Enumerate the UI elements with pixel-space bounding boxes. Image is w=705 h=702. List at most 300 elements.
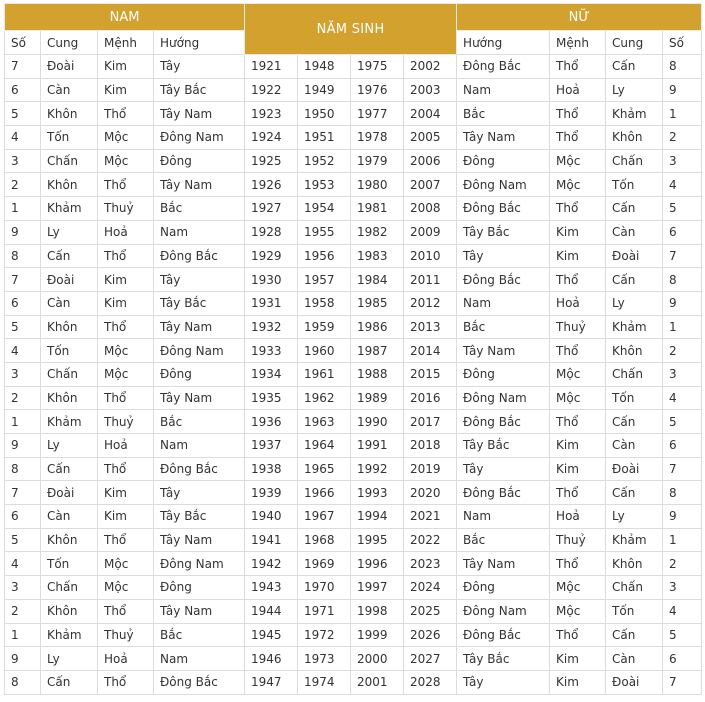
cell-female-menh: Mộc: [550, 149, 606, 173]
table-row: [5, 362, 702, 386]
cell-birth-year-3: 1997: [351, 576, 404, 600]
cell-birth-year-2: 1951: [298, 126, 351, 150]
cell-female-menh: Thuỷ: [550, 528, 606, 552]
cell-female-menh: Kim: [550, 220, 606, 244]
table-row: [5, 220, 702, 244]
cell-male-menh: Thổ: [98, 173, 154, 197]
cell-male-huong: Đông Nam: [154, 339, 245, 363]
cell-birth-year-1: 1925: [245, 149, 298, 173]
cell-birth-year-2: 1967: [298, 505, 351, 529]
cell-female-cung: Ly: [606, 505, 663, 529]
cell-birth-year-4: 2009: [404, 220, 457, 244]
cell-male-huong: Nam: [154, 220, 245, 244]
cell-male-huong: Đông: [154, 362, 245, 386]
cell-female-so: 4: [663, 173, 702, 197]
cell-male-so: 5: [5, 315, 41, 339]
table-row: [5, 481, 702, 505]
cell-female-huong: Tây Bắc: [457, 434, 550, 458]
cell-male-cung: Cấn: [41, 457, 98, 481]
cell-male-menh: Mộc: [98, 576, 154, 600]
cell-male-huong: Bắc: [154, 623, 245, 647]
cell-female-menh: Thổ: [550, 410, 606, 434]
cell-male-so: 6: [5, 78, 41, 102]
cell-female-huong: Tây Bắc: [457, 647, 550, 671]
cell-birth-year-3: 1982: [351, 220, 404, 244]
table-row: [5, 149, 702, 173]
cell-female-huong: Đông Nam: [457, 173, 550, 197]
col-header-huong-female: Hướng: [457, 31, 550, 55]
cell-birth-year-2: 1960: [298, 339, 351, 363]
cell-female-menh: Thổ: [550, 55, 606, 79]
table-row: [5, 126, 702, 150]
cell-male-so: 1: [5, 410, 41, 434]
cell-female-menh: Hoả: [550, 291, 606, 315]
cell-female-menh: Kim: [550, 244, 606, 268]
cell-female-cung: Cấn: [606, 197, 663, 221]
cell-female-so: 1: [663, 102, 702, 126]
cell-female-huong: Tây Nam: [457, 339, 550, 363]
cell-male-menh: Kim: [98, 268, 154, 292]
cell-birth-year-1: 1923: [245, 102, 298, 126]
cell-female-menh: Thổ: [550, 552, 606, 576]
cell-female-so: 1: [663, 528, 702, 552]
cell-male-menh: Thuỷ: [98, 410, 154, 434]
cell-female-cung: Cấn: [606, 268, 663, 292]
cell-birth-year-2: 1965: [298, 457, 351, 481]
cell-birth-year-2: 1952: [298, 149, 351, 173]
cell-male-menh: Thổ: [98, 599, 154, 623]
cell-female-menh: Thổ: [550, 126, 606, 150]
cell-birth-year-3: 1989: [351, 386, 404, 410]
cell-female-cung: Chấn: [606, 576, 663, 600]
cell-birth-year-3: 1984: [351, 268, 404, 292]
table-row: [5, 268, 702, 292]
cell-birth-year-2: 1954: [298, 197, 351, 221]
cell-male-menh: Kim: [98, 55, 154, 79]
cell-male-cung: Khảm: [41, 623, 98, 647]
table-row: [5, 505, 702, 529]
cell-birth-year-2: 1962: [298, 386, 351, 410]
cell-birth-year-2: 1958: [298, 291, 351, 315]
cell-male-so: 1: [5, 197, 41, 221]
cell-birth-year-2: 1964: [298, 434, 351, 458]
cell-male-huong: Đông Nam: [154, 552, 245, 576]
cell-birth-year-3: 1995: [351, 528, 404, 552]
cell-female-so: 9: [663, 291, 702, 315]
cell-female-menh: Mộc: [550, 362, 606, 386]
cell-birth-year-1: 1936: [245, 410, 298, 434]
cell-birth-year-2: 1974: [298, 670, 351, 694]
cell-birth-year-1: 1928: [245, 220, 298, 244]
cell-male-cung: Tốn: [41, 126, 98, 150]
group-header-nu: NỮ: [457, 4, 702, 31]
cell-female-so: 7: [663, 457, 702, 481]
cell-birth-year-2: 1953: [298, 173, 351, 197]
cell-female-so: 9: [663, 78, 702, 102]
cell-birth-year-1: 1935: [245, 386, 298, 410]
cell-female-menh: Hoả: [550, 505, 606, 529]
cell-birth-year-3: 1987: [351, 339, 404, 363]
cell-female-so: 2: [663, 552, 702, 576]
cell-birth-year-1: 1947: [245, 670, 298, 694]
cell-male-cung: Khảm: [41, 410, 98, 434]
table-row: [5, 386, 702, 410]
col-header-cung-female: Cung: [606, 31, 663, 55]
col-header-huong-male: Hướng: [154, 31, 245, 55]
table-row: [5, 244, 702, 268]
cell-male-cung: Ly: [41, 647, 98, 671]
cell-male-cung: Đoài: [41, 481, 98, 505]
cell-male-cung: Càn: [41, 291, 98, 315]
cell-birth-year-3: 1981: [351, 197, 404, 221]
cell-female-menh: Thổ: [550, 339, 606, 363]
cell-birth-year-3: 1980: [351, 173, 404, 197]
cell-female-cung: Khôn: [606, 552, 663, 576]
cell-birth-year-3: 1976: [351, 78, 404, 102]
cell-birth-year-3: 1979: [351, 149, 404, 173]
cell-female-cung: Ly: [606, 78, 663, 102]
cell-male-menh: Thổ: [98, 315, 154, 339]
cell-female-so: 6: [663, 647, 702, 671]
cell-female-cung: Tốn: [606, 386, 663, 410]
table-row: [5, 173, 702, 197]
cell-female-cung: Cấn: [606, 55, 663, 79]
cell-birth-year-4: 2004: [404, 102, 457, 126]
cell-female-so: 7: [663, 244, 702, 268]
cell-birth-year-3: 1988: [351, 362, 404, 386]
cell-birth-year-1: 1945: [245, 623, 298, 647]
cell-birth-year-4: 2021: [404, 505, 457, 529]
cell-male-so: 4: [5, 126, 41, 150]
cell-birth-year-3: 1985: [351, 291, 404, 315]
cell-birth-year-3: 1975: [351, 55, 404, 79]
cell-birth-year-2: 1961: [298, 362, 351, 386]
cell-female-cung: Càn: [606, 434, 663, 458]
cell-female-cung: Cấn: [606, 410, 663, 434]
cell-female-cung: Chấn: [606, 362, 663, 386]
cell-female-so: 8: [663, 268, 702, 292]
cell-female-huong: Đông Bắc: [457, 481, 550, 505]
cell-female-cung: Đoài: [606, 457, 663, 481]
cell-birth-year-1: 1933: [245, 339, 298, 363]
cell-female-huong: Đông Bắc: [457, 55, 550, 79]
cell-birth-year-2: 1966: [298, 481, 351, 505]
cell-male-menh: Thổ: [98, 386, 154, 410]
cell-male-huong: Đông Nam: [154, 126, 245, 150]
cell-birth-year-1: 1942: [245, 552, 298, 576]
cell-birth-year-4: 2003: [404, 78, 457, 102]
cell-male-so: 2: [5, 599, 41, 623]
cell-male-cung: Chấn: [41, 362, 98, 386]
cell-female-huong: Đông Nam: [457, 386, 550, 410]
cell-female-huong: Đông: [457, 149, 550, 173]
cell-female-huong: Nam: [457, 291, 550, 315]
cell-birth-year-3: 1993: [351, 481, 404, 505]
cell-male-cung: Khôn: [41, 173, 98, 197]
cell-birth-year-4: 2012: [404, 291, 457, 315]
cell-male-cung: Khôn: [41, 386, 98, 410]
cell-male-cung: Ly: [41, 434, 98, 458]
cell-birth-year-4: 2015: [404, 362, 457, 386]
cell-birth-year-4: 2020: [404, 481, 457, 505]
cell-birth-year-3: 1998: [351, 599, 404, 623]
cell-female-menh: Kim: [550, 670, 606, 694]
table-row: [5, 670, 702, 694]
group-header-nam-sinh: NĂM SINH: [245, 4, 457, 55]
cell-female-so: 2: [663, 339, 702, 363]
cell-birth-year-3: 1977: [351, 102, 404, 126]
cell-female-cung: Cấn: [606, 623, 663, 647]
cell-female-so: 4: [663, 386, 702, 410]
cell-birth-year-4: 2010: [404, 244, 457, 268]
cell-birth-year-1: 1922: [245, 78, 298, 102]
cell-male-so: 7: [5, 268, 41, 292]
cell-male-so: 9: [5, 647, 41, 671]
cell-female-huong: Đông: [457, 576, 550, 600]
cell-male-cung: Đoài: [41, 268, 98, 292]
cell-birth-year-3: 1990: [351, 410, 404, 434]
table-row: [5, 457, 702, 481]
cell-male-menh: Thuỷ: [98, 623, 154, 647]
cell-male-so: 8: [5, 457, 41, 481]
cell-female-huong: Tây: [457, 670, 550, 694]
cell-male-cung: Khôn: [41, 102, 98, 126]
cell-female-cung: Ly: [606, 291, 663, 315]
cell-male-cung: Tốn: [41, 339, 98, 363]
cell-female-cung: Tốn: [606, 599, 663, 623]
cell-male-so: 9: [5, 434, 41, 458]
cell-male-menh: Mộc: [98, 362, 154, 386]
table-header: [5, 4, 702, 55]
cell-birth-year-4: 2026: [404, 623, 457, 647]
cell-female-so: 4: [663, 599, 702, 623]
cell-male-so: 1: [5, 623, 41, 647]
cell-female-menh: Thuỷ: [550, 315, 606, 339]
cell-male-menh: Kim: [98, 291, 154, 315]
col-header-so-female: Số: [663, 31, 702, 55]
cell-male-menh: Mộc: [98, 126, 154, 150]
cell-female-huong: Nam: [457, 78, 550, 102]
cell-male-cung: Khôn: [41, 528, 98, 552]
table-row: [5, 599, 702, 623]
cell-female-huong: Tây: [457, 457, 550, 481]
cell-birth-year-3: 1986: [351, 315, 404, 339]
table-row: [5, 552, 702, 576]
cell-female-menh: Thổ: [550, 481, 606, 505]
cell-male-menh: Hoả: [98, 647, 154, 671]
cell-birth-year-2: 1948: [298, 55, 351, 79]
cell-male-huong: Tây Bắc: [154, 291, 245, 315]
cell-male-huong: Bắc: [154, 197, 245, 221]
cell-birth-year-4: 2019: [404, 457, 457, 481]
cell-female-menh: Hoả: [550, 78, 606, 102]
cell-birth-year-1: 1946: [245, 647, 298, 671]
cell-male-huong: Nam: [154, 434, 245, 458]
cell-female-menh: Mộc: [550, 576, 606, 600]
cell-birth-year-3: 2000: [351, 647, 404, 671]
cell-female-huong: Đông Bắc: [457, 268, 550, 292]
cell-female-cung: Càn: [606, 647, 663, 671]
cell-male-huong: Tây Nam: [154, 102, 245, 126]
cell-birth-year-4: 2024: [404, 576, 457, 600]
cell-female-huong: Bắc: [457, 102, 550, 126]
cell-birth-year-4: 2025: [404, 599, 457, 623]
cell-male-menh: Thổ: [98, 102, 154, 126]
table-row: [5, 78, 702, 102]
cell-male-so: 4: [5, 339, 41, 363]
cell-male-so: 2: [5, 173, 41, 197]
cell-female-so: 6: [663, 220, 702, 244]
cell-male-so: 3: [5, 576, 41, 600]
cell-female-so: 3: [663, 576, 702, 600]
table-row: [5, 197, 702, 221]
cell-female-cung: Khôn: [606, 126, 663, 150]
cell-male-huong: Đông: [154, 576, 245, 600]
cell-male-menh: Thổ: [98, 670, 154, 694]
cell-male-huong: Tây Nam: [154, 599, 245, 623]
cell-birth-year-1: 1939: [245, 481, 298, 505]
cell-female-cung: Khảm: [606, 528, 663, 552]
cell-male-menh: Mộc: [98, 552, 154, 576]
cell-male-huong: Tây Nam: [154, 386, 245, 410]
cell-birth-year-3: 1994: [351, 505, 404, 529]
cell-birth-year-1: 1937: [245, 434, 298, 458]
cell-birth-year-2: 1950: [298, 102, 351, 126]
cell-female-cung: Đoài: [606, 670, 663, 694]
cell-male-so: 7: [5, 55, 41, 79]
cell-male-so: 9: [5, 220, 41, 244]
cell-female-cung: Cấn: [606, 481, 663, 505]
cell-birth-year-4: 2028: [404, 670, 457, 694]
cell-birth-year-1: 1930: [245, 268, 298, 292]
cell-female-huong: Đông: [457, 362, 550, 386]
cell-male-so: 8: [5, 670, 41, 694]
cell-male-so: 6: [5, 291, 41, 315]
table-row: [5, 339, 702, 363]
cell-male-menh: Kim: [98, 505, 154, 529]
cell-male-so: 3: [5, 149, 41, 173]
table-row: [5, 576, 702, 600]
cell-male-menh: Hoả: [98, 220, 154, 244]
cell-birth-year-2: 1972: [298, 623, 351, 647]
cell-male-cung: Chấn: [41, 576, 98, 600]
cell-birth-year-4: 2018: [404, 434, 457, 458]
cell-male-so: 5: [5, 102, 41, 126]
cell-birth-year-2: 1969: [298, 552, 351, 576]
cell-male-so: 4: [5, 552, 41, 576]
cell-female-cung: Khôn: [606, 339, 663, 363]
cell-birth-year-1: 1943: [245, 576, 298, 600]
cell-female-menh: Thổ: [550, 623, 606, 647]
cell-female-menh: Mộc: [550, 599, 606, 623]
table-row: [5, 647, 702, 671]
cell-female-menh: Thổ: [550, 102, 606, 126]
cell-female-huong: Tây Nam: [457, 552, 550, 576]
cell-female-menh: Kim: [550, 434, 606, 458]
cell-birth-year-4: 2016: [404, 386, 457, 410]
cell-male-so: 3: [5, 362, 41, 386]
cell-birth-year-1: 1929: [245, 244, 298, 268]
cell-female-cung: Khảm: [606, 102, 663, 126]
cell-birth-year-3: 1996: [351, 552, 404, 576]
cell-birth-year-1: 1926: [245, 173, 298, 197]
cell-male-huong: Tây Bắc: [154, 505, 245, 529]
cell-birth-year-2: 1973: [298, 647, 351, 671]
cell-female-menh: Thổ: [550, 268, 606, 292]
cell-birth-year-2: 1968: [298, 528, 351, 552]
cell-male-so: 7: [5, 481, 41, 505]
cell-male-cung: Càn: [41, 78, 98, 102]
cell-male-huong: Tây: [154, 55, 245, 79]
cell-birth-year-1: 1940: [245, 505, 298, 529]
table-row: [5, 623, 702, 647]
cell-birth-year-4: 2013: [404, 315, 457, 339]
cell-male-menh: Thổ: [98, 244, 154, 268]
cell-male-huong: Tây Bắc: [154, 78, 245, 102]
table-row: [5, 315, 702, 339]
cell-male-cung: Tốn: [41, 552, 98, 576]
group-header-nam: NAM: [5, 4, 245, 31]
cell-birth-year-3: 1991: [351, 434, 404, 458]
table-row: [5, 102, 702, 126]
cell-male-menh: Thổ: [98, 528, 154, 552]
cell-female-cung: Càn: [606, 220, 663, 244]
cell-female-huong: Tây Nam: [457, 126, 550, 150]
cell-male-so: 6: [5, 505, 41, 529]
cell-birth-year-1: 1944: [245, 599, 298, 623]
cell-female-so: 3: [663, 149, 702, 173]
cell-birth-year-4: 2022: [404, 528, 457, 552]
cell-birth-year-2: 1971: [298, 599, 351, 623]
cell-female-huong: Bắc: [457, 315, 550, 339]
cell-male-so: 2: [5, 386, 41, 410]
cell-female-so: 3: [663, 362, 702, 386]
cell-female-so: 5: [663, 197, 702, 221]
cell-female-menh: Kim: [550, 647, 606, 671]
table-body: [5, 55, 702, 695]
cell-female-so: 8: [663, 481, 702, 505]
cell-birth-year-1: 1921: [245, 55, 298, 79]
cell-birth-year-4: 2002: [404, 55, 457, 79]
cell-female-so: 1: [663, 315, 702, 339]
cell-male-huong: Đông: [154, 149, 245, 173]
cell-female-huong: Đông Bắc: [457, 623, 550, 647]
cell-birth-year-1: 1941: [245, 528, 298, 552]
cell-male-huong: Nam: [154, 647, 245, 671]
cell-male-so: 5: [5, 528, 41, 552]
cell-female-huong: Đông Bắc: [457, 197, 550, 221]
cell-male-huong: Tây: [154, 481, 245, 505]
cell-female-menh: Mộc: [550, 173, 606, 197]
cell-female-cung: Đoài: [606, 244, 663, 268]
cell-birth-year-4: 2014: [404, 339, 457, 363]
cell-birth-year-1: 1934: [245, 362, 298, 386]
cell-birth-year-2: 1949: [298, 78, 351, 102]
table-row: [5, 528, 702, 552]
cell-birth-year-1: 1931: [245, 291, 298, 315]
cell-female-huong: Tây Bắc: [457, 220, 550, 244]
cell-birth-year-3: 1999: [351, 623, 404, 647]
cell-birth-year-2: 1955: [298, 220, 351, 244]
cell-female-so: 5: [663, 623, 702, 647]
kua-table: [4, 3, 702, 695]
table-row: [5, 434, 702, 458]
table-row: [5, 291, 702, 315]
cell-female-huong: Tây: [457, 244, 550, 268]
cell-male-menh: Mộc: [98, 149, 154, 173]
cell-birth-year-2: 1959: [298, 315, 351, 339]
cell-male-menh: Kim: [98, 481, 154, 505]
